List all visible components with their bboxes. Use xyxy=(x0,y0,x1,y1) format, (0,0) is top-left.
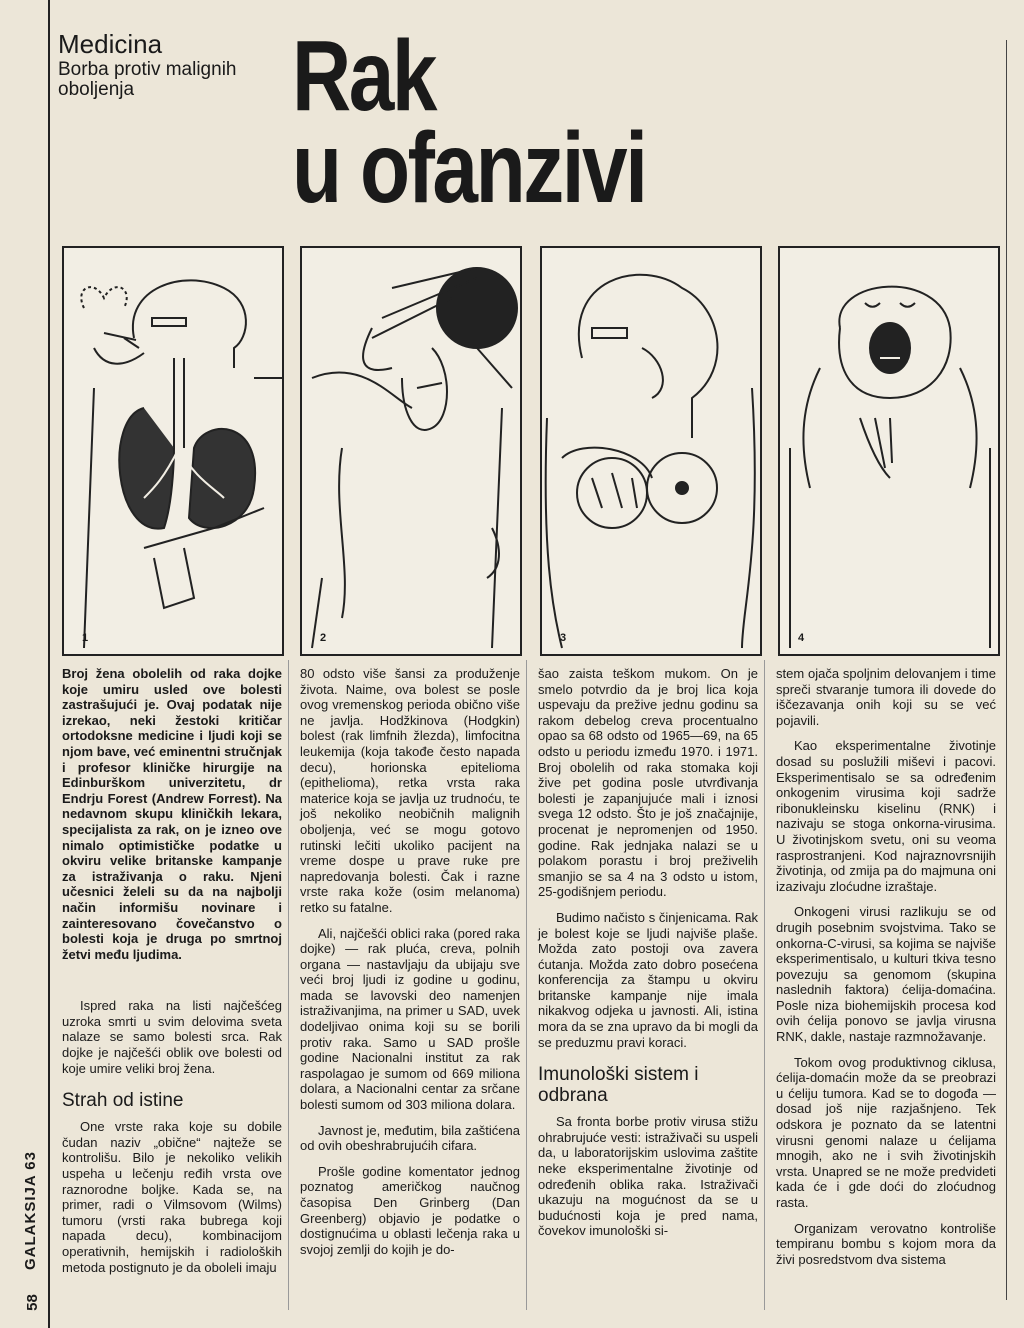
paragraph: Sa fronta borbe protiv virusa stižu ohrabrujuće vesti: istraživači su uspeli da, u laboratorijskim uslovima zaštite neke eksperimentalne životinje od određenih oblika raka. Istraživači ukazuju na mogućnost da se u budućnosti koja je pred nama, čovekov imunološki si- xyxy=(538,1114,758,1239)
article-column-2 xyxy=(300,666,520,1267)
paragraph: Prošle godine komentator jednog poznatog američkog naučnog časopisa Den Grinberg (Dan Greenberg) objavio je podatke o dostignućima u oblasti lečenja raka u svojoj zemlji do kojih je do- xyxy=(300,1163,520,1257)
subsection-label: Borba protiv malignih oboljenja xyxy=(58,59,237,100)
paragraph: Javnost je, međutim, bila zaštićena od ovih obeshrabrujućih cifara. xyxy=(300,1122,520,1154)
page-number: 58 xyxy=(23,1294,41,1311)
panel-number: 4 xyxy=(798,632,805,644)
paragraph: Onkogeni virusi razlikuju se od drugih posebnim svojstvima. Tako se onkorna-C-virusi, sa kojima se najviše eksperimentisalo, u kulturi tkiva tesno povezuju sa genomom (skupina naslednih faktora) ćelija-domaćina. Posle niza biohemijskih procesa kod ovih ćelija ponovo se javlja virusna RNK, dakle, nastaje razmnožavanje. xyxy=(776,904,996,1045)
paragraph: Ispred raka na listi najčešćeg uzroka smrti u svim delovima sveta nalaze se samo bolesti srca. Rak dojke je najčešći oblik ove bolesti od koje umire veliki broj žena. xyxy=(62,998,282,1076)
headline-line-2: u ofanzivi xyxy=(292,112,646,224)
subheading: Imunološki sistem i odbrana xyxy=(538,1064,699,1107)
article-column-4 xyxy=(776,666,996,1277)
article-column-1 xyxy=(62,666,282,1285)
panel-number: 3 xyxy=(560,632,567,644)
paragraph: šao zaista teškom mukom. On je smelo potvrdio da je broj lica koja uspevaju da prežive jednu godinu sa rakom debelog creva procentualno opao sa 68 odsto od 1965—69, na 65 odsto u periodu između 1970. i 1971. Broj obolelih od raka stomaka koji žive pet godina posle utvrđivanja bolesti je zapanjujuće mali i iznosi svega 12 odsto. Što je još značajnije, procenat je nepromenjen od 1950. godine. Rak jednjaka nalazi se u polakom porastu i broj preživelih smanjio se sa 4 na 3 odsto u istom, 25-godišnjem periodu. xyxy=(538,666,758,900)
paragraph: 80 odsto više šansi za produženje života. Naime, ova bolest se posle ovog vremenskog perioda obično više ne javlja. Hodžkinova (Hodgkin) bolest (rak limfnih žlezda), limfocitna leukemija (koja takođe često napada decu), horionska epitelioma (epithelioma), retka vrsta raka materice koja se javlja uz trudnoću, te još nekoliko neobičnih malignih oboljenja, već se mogu gotovo rutinski lečiti ukoliko pacijent na vreme dospe u prave ruke pre napredovanja bolesti. Čak i razne vrste raka kože (osim melanoma) retko su fatalne. xyxy=(300,666,520,915)
column-divider xyxy=(764,660,765,1310)
paragraph: Budimo načisto s činjenicama. Rak je bolest koje se ljudi najviše plaše. Možda zato postoji ova zavera ćutanja. Možda zato dobro posećena konferencija za štampu u okviru britanske kampanje nije imala nikakvog odjeka u javnosti. Ali, istina mora da se zna upravo da bi mogli da se preduzmu pravi koraci. xyxy=(538,909,758,1050)
column-divider xyxy=(526,660,527,1310)
panel-number: 1 xyxy=(82,632,89,644)
headline xyxy=(292,20,646,224)
paragraph: One vrste raka koje su dobile čudan naziv „obične“ najteže se kontrolišu. Bilo je nekoliko velikih uspeha u lečenju ređih vrsta ove raznorodne bolјke. Kada se, na primer, radi o Vilmsovom (Wilms) tumoru (vrsti raka bubrega koji napada decu), kombinacijom operativnih, hemijskih i radioloških metoda postignuto je da oboleli imaju xyxy=(62,1119,282,1275)
paragraph: stem ojača spoljnim delovanjem i time spreči stvaranje tumora ili dovede do iščezavanja onih koji su se već pojavili. xyxy=(776,666,996,728)
right-margin-rule xyxy=(1006,40,1007,1300)
left-margin-rule xyxy=(48,0,50,1328)
illustration-panel-1 xyxy=(62,246,284,656)
subheading: Strah od istine xyxy=(62,1090,184,1112)
paragraph: Ali, najčešći oblici raka (pored raka dojke) — rak pluća, creva, polnih organa — nastavljaju da ubijaju sve veći broj ljudi iz godine u godinu, mada se lavovski deo namenjen istraživanjima, na primer u SAD, uvek dodeljivao onima koji su se borili protiv raka. Samo u SAD prošle godine Nacionalni institut za rak raspolagao je sumom od 669 miliona dolara, a Nacionalni centar za srčane bolesti sumom od 303 miliona dolara. xyxy=(300,925,520,1113)
illustration-panel-3 xyxy=(540,246,762,656)
article-column-3 xyxy=(538,666,758,1249)
headline-line-1: Rak xyxy=(292,20,436,132)
magazine-name: GALAKSIJA 63 xyxy=(22,1151,39,1270)
paragraph: Tokom ovog produktivnog ciklusa, ćelija-domaćin može da se preobrazi u ćeliju tumora. Kad se to dogođa — dosad još nije razjašnjeno. Tek odskora je poznato da se latentni virusni genomi nalaze u ćelijama mnogih, ako ne i svih životinjskih vrsta. Unapred se ne može predvideti kada će i gde doći do zloćudnog rasta. xyxy=(776,1054,996,1210)
sun-skin-illustration xyxy=(302,248,522,656)
panel-number: 2 xyxy=(320,632,327,644)
throat-illustration xyxy=(780,248,1000,656)
paragraph: Organizam verovatno kontroliše tempiranu bombu s kojom mora da živi posredstvom dva sistema xyxy=(776,1220,996,1267)
section-label: Medicina xyxy=(58,29,163,59)
breast-exam-illustration xyxy=(542,248,762,656)
illustration-panel-4 xyxy=(778,246,1000,656)
article-lead: Broj žena obolelih od raka dojke koje umiru usled ove bolesti zastrašujući je. Ovaj podatak nije izrekao, neki žestoki kritičar ortodoksne medicine i ljudi koji se njom bave, već eminentni stručnjak i profesor kliničke hirurgije na Edinburškom univerzitetu, dr Endrju Forest (Andrew Forrest). Na nedavnom skupu kliničkih lekara, specijalista za rak, on je izneo ove nimalo optimističke podatke u okviru velike britanske kampanje za istraživanja o raku. Njeni učesnici želeli su da na najbolji način informišu novinare i zainteresovano čovečanstvo o bolesti koja je druga po smrtnoj žetvi među ljudima. xyxy=(62,666,282,962)
smoker-lungs-illustration xyxy=(64,248,284,656)
column-divider xyxy=(288,660,289,1310)
paragraph: Kao eksperimentalne životinje dosad su poslužili miševi i pacovi. Eksperimentisalo se sa određenim onkogenim virusima koji sadrže ribonukleinsku kiselinu (RNK) i nazivaju se stoga onkorna-virusima. U životinjskom svetu, oni su veoma rasprostranjeni. Kod najraznovrsnijih životinja, od zmija pa do majmuna oni izazivaju zloćudne izraštaje. xyxy=(776,738,996,894)
illustration-panel-2 xyxy=(300,246,522,656)
